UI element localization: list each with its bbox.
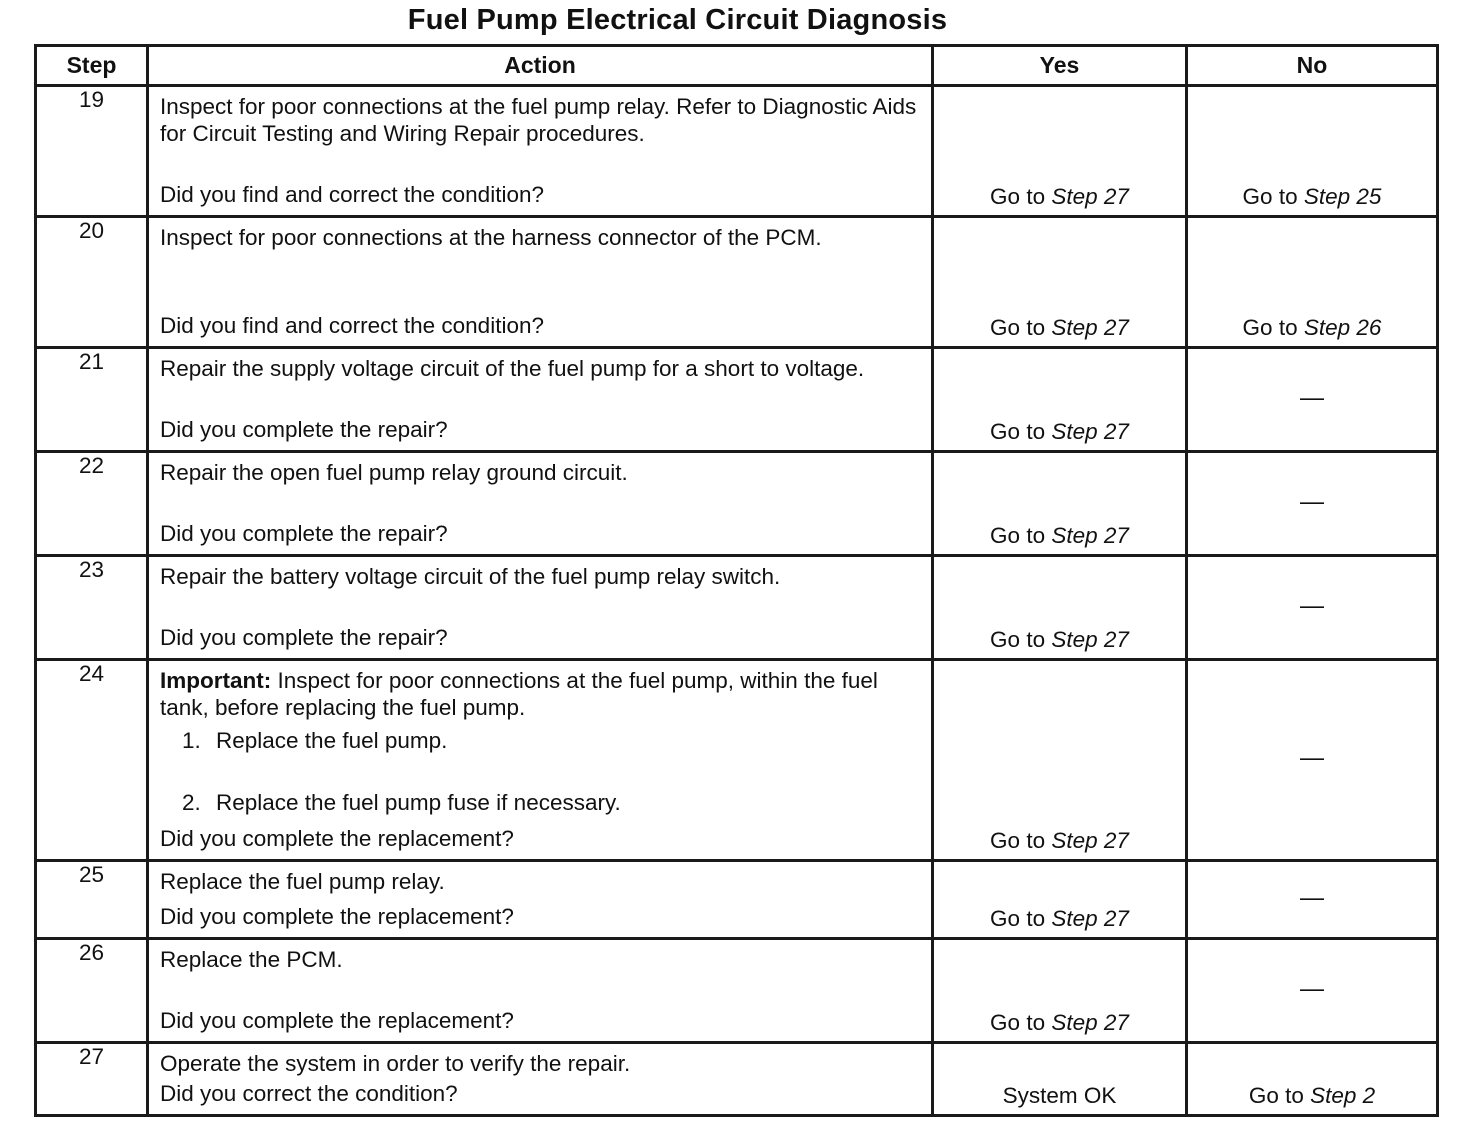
yes-cell [933,660,1187,861]
system-ok-text: System OK [1002,1083,1117,1108]
action-cell [148,348,933,452]
yes-cell [933,452,1187,556]
step-word: Step [1051,627,1098,652]
yes-cell [933,217,1187,348]
action-cell [148,1043,933,1116]
action-text [160,667,917,816]
yes-step-link[interactable]: 27 [1103,315,1129,340]
no-cell [1187,660,1438,861]
action-question: Did you correct the condition? [160,1081,458,1106]
go-to-text: Go to [990,184,1046,209]
step-word: Step [1051,315,1098,340]
action-cell [148,939,933,1043]
header-row [36,46,1438,86]
go-to-text: Go to [990,828,1046,853]
no-dash: — [1300,488,1324,516]
action-question: Did you complete the repair? [160,417,448,442]
column-header-action: Action [148,46,933,86]
action-question: Did you complete the replacement? [160,826,514,851]
table-row [36,861,1438,939]
list-item [182,789,917,816]
step-word: Step [1051,184,1098,209]
action-question: Did you find and correct the condition? [160,182,544,207]
action-text: Repair the open fuel pump relay ground circuit. [160,460,628,485]
go-to-text: Go to [1248,1083,1304,1108]
table-row [36,660,1438,861]
action-text: Repair the battery voltage circuit of the fuel pump relay switch. [160,564,781,589]
action-text: Operate the system in order to verify the repair. [160,1051,631,1076]
no-step-link[interactable]: 25 [1356,184,1382,209]
yes-cell [933,556,1187,660]
go-to-text: Go to [990,315,1046,340]
column-header-no: No [1187,46,1438,86]
action-question: Did you complete the repair? [160,625,448,650]
table-row [36,1043,1438,1116]
go-to-text: Go to [990,523,1046,548]
action-question: Did you complete the repair? [160,521,448,546]
column-header-yes: Yes [933,46,1187,86]
action-text: Replace the fuel pump relay. [160,869,445,894]
action-cell [148,861,933,939]
page-title: Fuel Pump Electrical Circuit Diagnosis [407,4,948,36]
step-number: 21 [36,348,148,452]
step-word: Step [1051,906,1098,931]
action-question: Did you complete the replacement? [160,1008,514,1033]
list-number: 2. [182,790,201,815]
action-cell [148,452,933,556]
yes-cell [933,1043,1187,1116]
go-to-text: Go to [990,419,1046,444]
diagnosis-table [34,44,1439,1117]
step-number: 26 [36,939,148,1043]
step-number: 20 [36,217,148,348]
go-to-text: Go to [990,1010,1046,1035]
go-to-text: Go to [1242,184,1298,209]
instruction-list [182,727,917,816]
no-dash: — [1300,384,1324,412]
yes-step-link[interactable]: 27 [1103,627,1129,652]
no-cell [1187,1043,1438,1116]
table-row [36,939,1438,1043]
yes-cell [933,939,1187,1043]
action-cell [148,660,933,861]
no-dash: — [1300,975,1324,1003]
step-word: Step [1051,523,1098,548]
no-dash: — [1300,744,1324,772]
step-number: 24 [36,660,148,861]
no-dash: — [1300,592,1324,620]
step-number: 19 [36,86,148,217]
go-to-text: Go to [990,906,1046,931]
no-cell [1187,217,1438,348]
important-label: Important: [160,668,272,693]
important-text: Inspect for poor connections at the fuel pump, within the fuel tank, before replacing the fuel pump. [160,668,878,720]
table-row [36,217,1438,348]
list-item [182,727,917,754]
no-cell [1187,86,1438,217]
table-row [36,348,1438,452]
no-step-link[interactable]: 26 [1356,315,1382,340]
step-word: Step [1051,828,1098,853]
action-question: Did you complete the replacement? [160,904,514,929]
action-text: Repair the supply voltage circuit of the fuel pump for a short to voltage. [160,356,865,381]
step-word: Step [1051,419,1098,444]
table-row [36,452,1438,556]
action-cell [148,556,933,660]
yes-cell [933,861,1187,939]
step-word: Step [1051,1010,1098,1035]
column-header-step: Step [36,46,148,86]
table-row [36,556,1438,660]
no-cell [1187,452,1438,556]
yes-step-link[interactable]: 27 [1103,419,1129,444]
action-cell [148,86,933,217]
step-word: Step [1303,184,1351,209]
action-text: Inspect for poor connections at the harness connector of the PCM. [160,225,822,250]
step-word: Step [1303,315,1351,340]
action-question: Did you find and correct the condition? [160,313,544,338]
action-text: Replace the PCM. [160,947,343,972]
step-word: Step [1310,1083,1357,1108]
go-to-text: Go to [990,627,1046,652]
list-text: Replace the fuel pump. [216,728,448,753]
action-text: Inspect for poor connections at the fuel pump relay. Refer to Diagnostic Aids for Circuit Testing and Wiring Repair procedures. [160,94,917,146]
yes-step-link[interactable]: 27 [1103,828,1129,853]
list-text: Replace the fuel pump fuse if necessary. [216,790,621,815]
no-cell [1187,556,1438,660]
no-dash: — [1300,884,1324,912]
step-number: 22 [36,452,148,556]
step-number: 25 [36,861,148,939]
step-number: 23 [36,556,148,660]
step-number: 27 [36,1043,148,1116]
list-number: 1. [182,728,201,753]
table-row [36,86,1438,217]
no-cell [1187,861,1438,939]
no-step-link[interactable]: 2 [1362,1083,1376,1108]
yes-step-link[interactable]: 27 [1103,1010,1129,1035]
no-cell [1187,348,1438,452]
yes-step-link[interactable]: 27 [1103,184,1129,209]
go-to-text: Go to [1242,315,1298,340]
no-cell [1187,939,1438,1043]
action-cell [148,217,933,348]
yes-cell [933,86,1187,217]
yes-cell [933,348,1187,452]
yes-step-link[interactable]: 27 [1103,906,1129,931]
yes-step-link[interactable]: 27 [1103,523,1129,548]
